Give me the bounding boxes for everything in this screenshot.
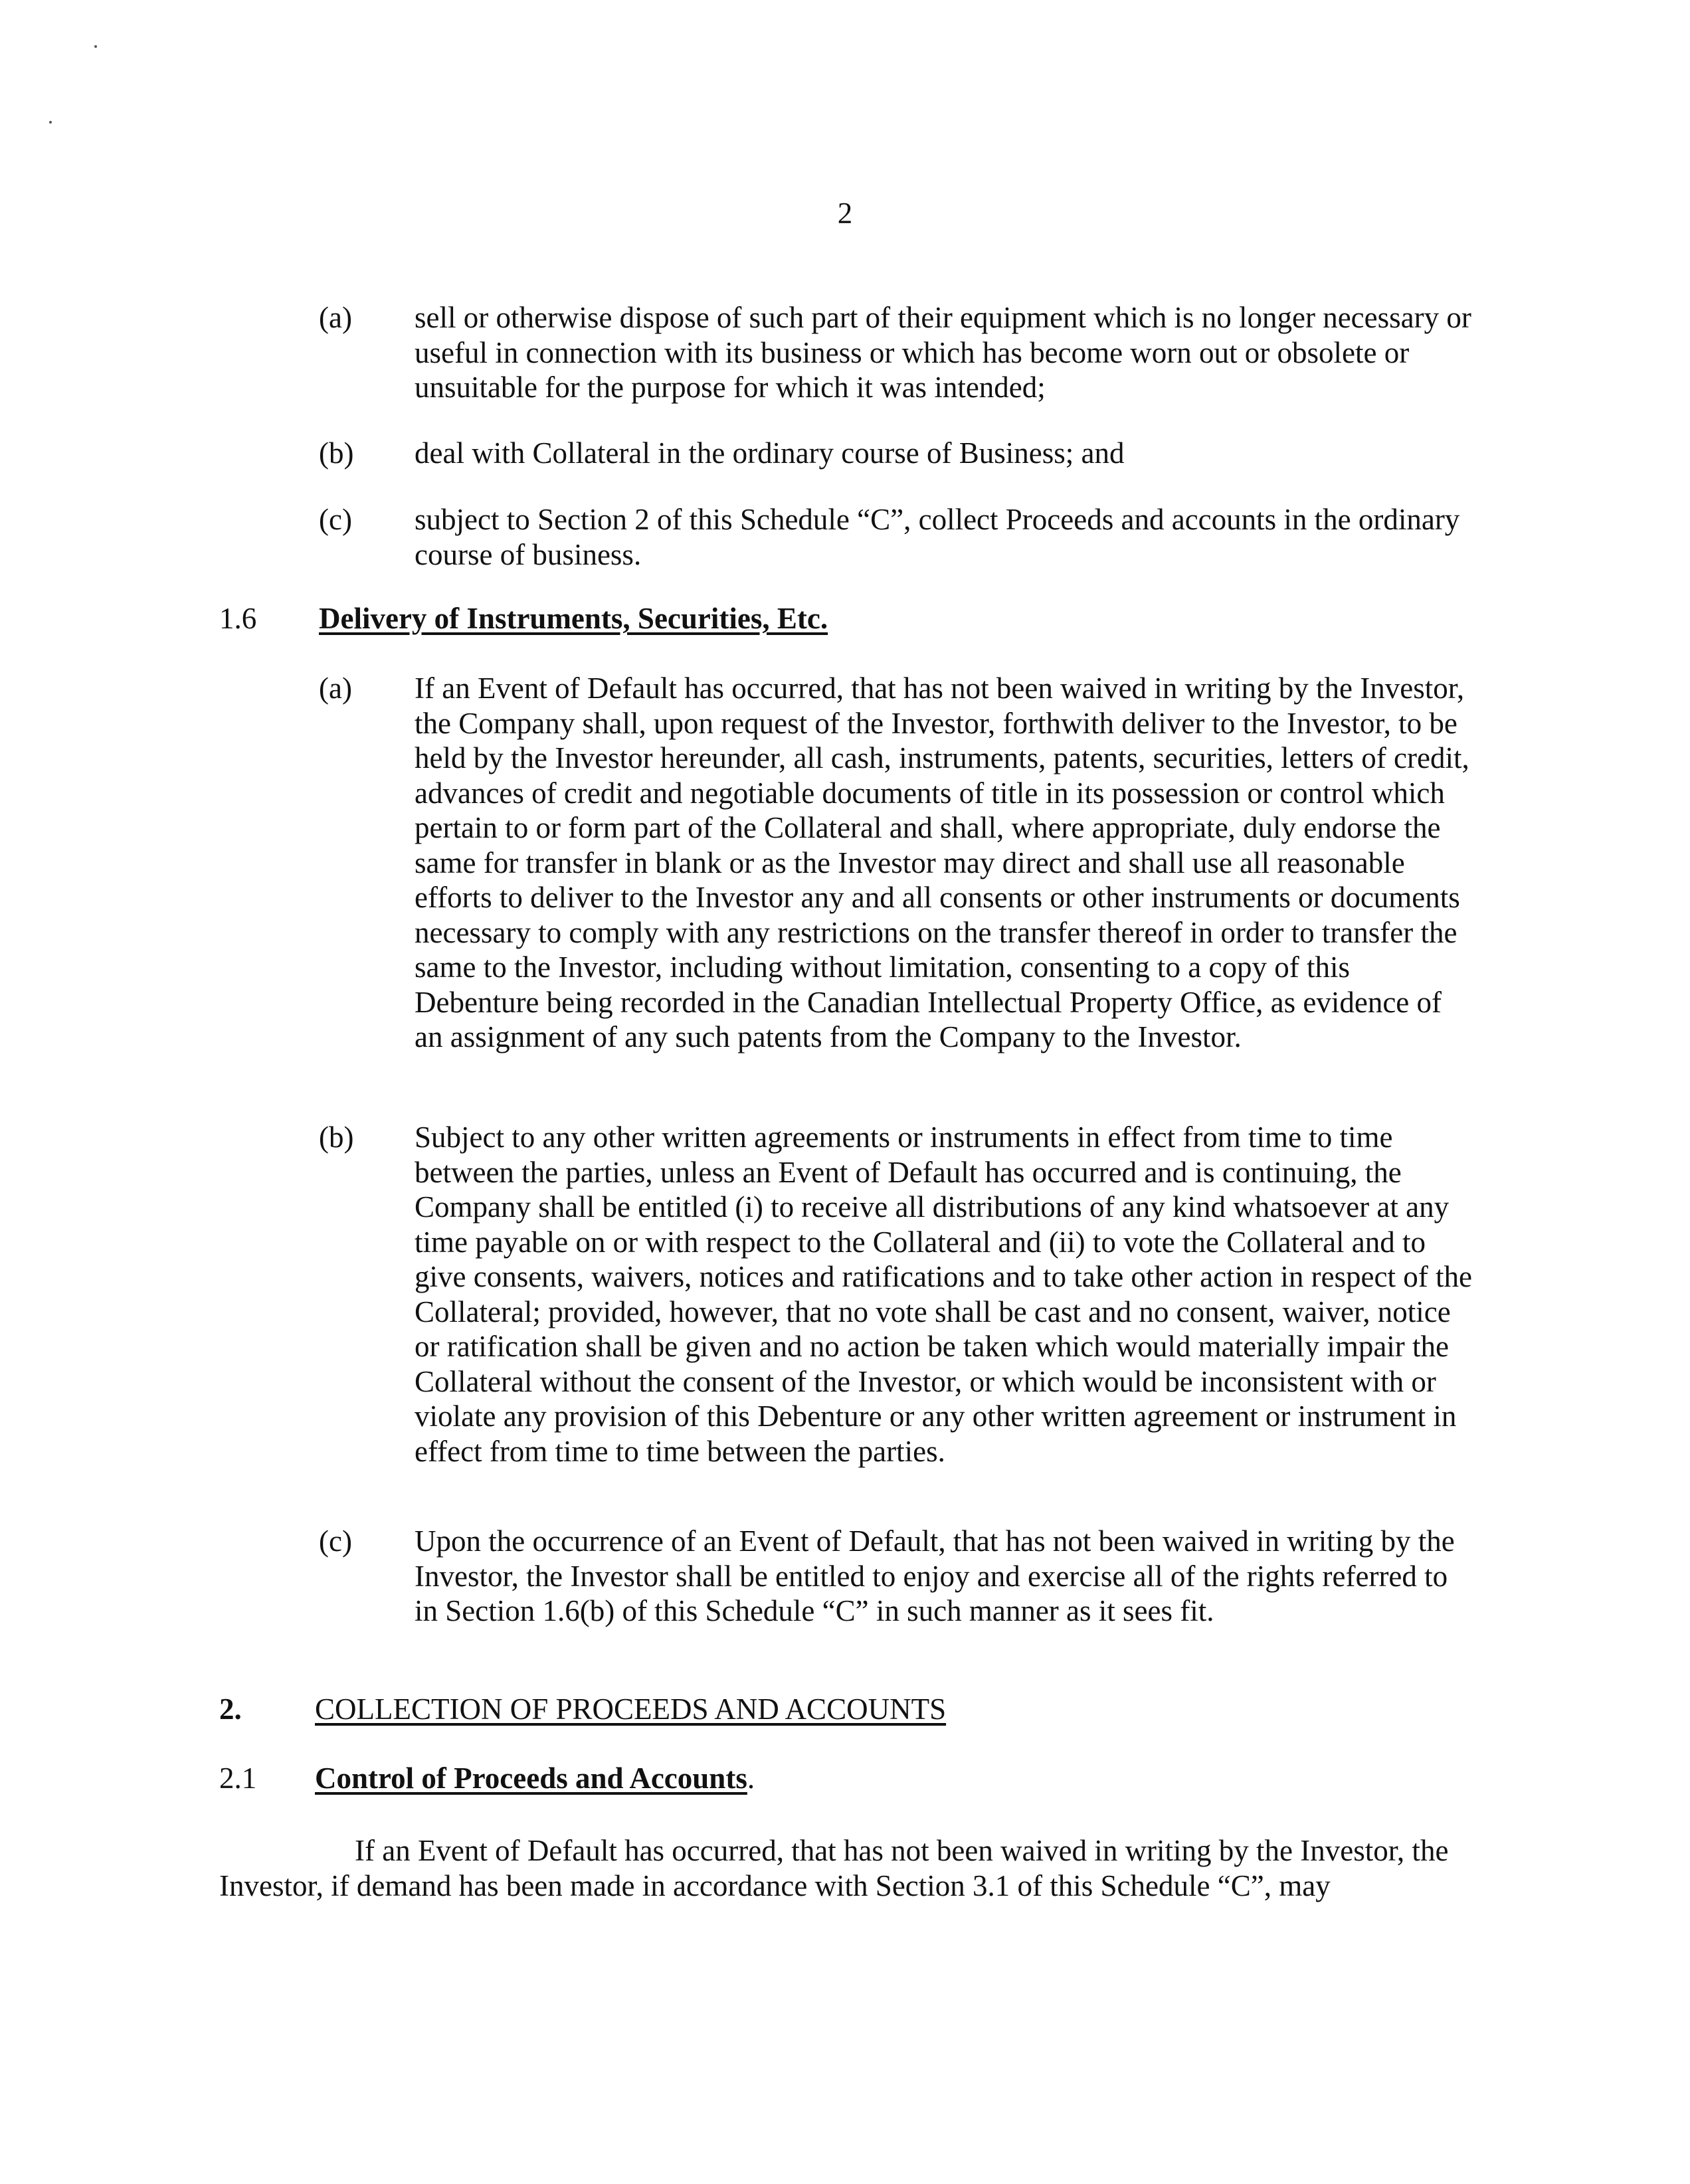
list-item-label: (c) (319, 1524, 352, 1558)
list-item-text: If an Event of Default has occurred, that has not been waived in writing by the Investor, the Company shall, upon request of the Investor, forthwith deliver to the Investor, to be held by the Investor hereunder, all cash, instruments, patents, securities, letters of credit, advances of credit and negotiable documents of title in its possession or control which pertain to or form part of the Collateral and shall, where appropriate, duly endorse the same for transfer in blank or as the Investor may direct and shall use all reasonable efforts to deliver to the Investor any and all consents or other instruments or documents necessary to comply with any restrictions on the transfer thereof in order to transfer the same to the Investor, including without limitation, consenting to a copy of this Debenture being recorded in the Canadian Intellectual Property Office, as evidence of an assignment of any such patents from the Company to the Investor. (415, 672, 1469, 1053)
list-item-text: subject to Section 2 of this Schedule “C”, collect Proceeds and accounts in the ordinary course of business. (415, 503, 1460, 571)
section-number: 2. (219, 1692, 242, 1726)
section-heading (315, 1760, 755, 1796)
list-item-text: sell or otherwise dispose of such part of their equipment which is no longer necessary or useful in connection with its business or which has become worn out or obsolete or unsuitable for the purpose for which it was intended; (415, 301, 1471, 404)
section-title: COLLECTION OF PROCEEDS AND ACCOUNTS (315, 1692, 947, 1726)
list-item-text: deal with Collateral in the ordinary course of Business; and (415, 436, 1125, 470)
scan-speck (94, 45, 97, 48)
list-item-label: (c) (319, 503, 352, 536)
section-title: Control of Proceeds and Accounts (315, 1762, 747, 1795)
section-title-period: . (747, 1762, 755, 1795)
section-number: 1.6 (219, 602, 257, 635)
scan-speck (49, 121, 52, 124)
page-number: 2 (837, 197, 853, 230)
list-item-label: (b) (319, 1121, 354, 1154)
list-item-text: Subject to any other written agreements or instruments in effect from time to time between the parties, unless an Event of Default has occurred and is continuing, the Company shall be entitled (i) to receive all distributions of any kind whatsoever at any time payable on or with respect to the Collateral and (ii) to vote the Collateral and to give consents, waivers, notices and ratifications and to take other action in respect of the Collateral; provided, however, that no vote shall be cast and no consent, waiver, notice or ratification shall be given and no action be taken which would materially impair the Collateral without the consent of the Investor, or which would be inconsistent with or violate any provision of this Debenture or any other written agreement or instrument in effect from time to time between the parties. (415, 1121, 1472, 1468)
section-number: 2.1 (219, 1762, 257, 1795)
list-item-label: (b) (319, 436, 354, 470)
body-paragraph: If an Event of Default has occurred, that has not been waived in writing by the Investor, the Investor, if demand has been made in accordance with Section 3.1 of this Schedule “C”, may (219, 1834, 1449, 1902)
section-title: Delivery of Instruments, Securities, Etc. (319, 602, 828, 635)
list-item-text: Upon the occurrence of an Event of Default, that has not been waived in writing by the Investor, the Investor shall be entitled to enjoy and exercise all of the rights referred to in Section 1.6(b) of this Schedule “C” in such manner as it sees fit. (415, 1524, 1455, 1627)
list-item-label: (a) (319, 672, 352, 705)
list-item-label: (a) (319, 301, 352, 334)
